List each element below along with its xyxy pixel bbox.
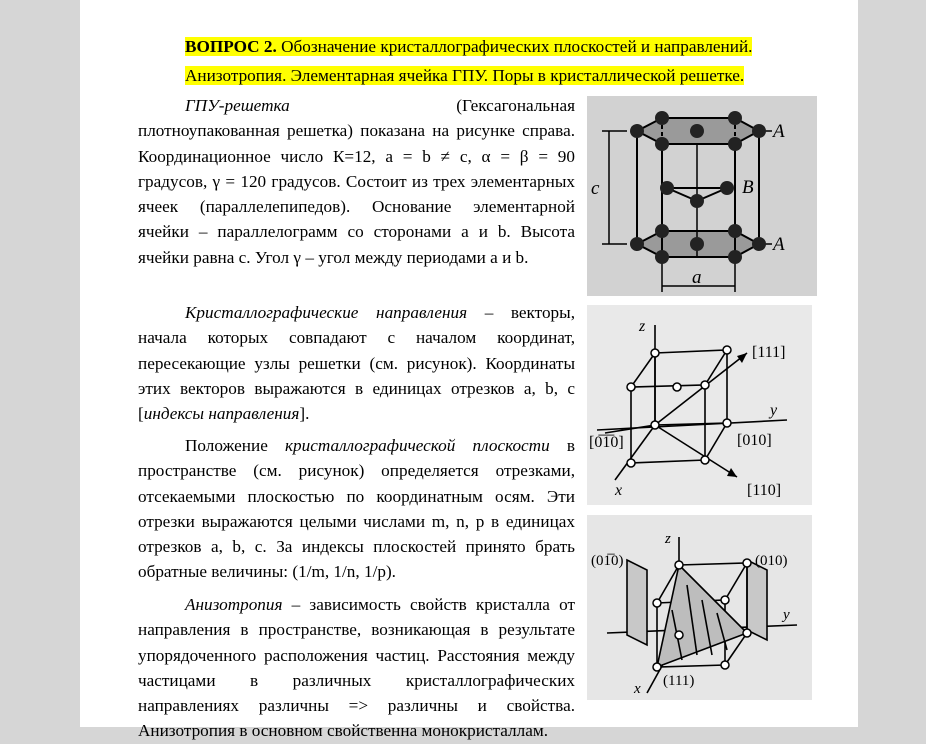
planes-axis-y: y [783,607,790,623]
directions-end: ]. [299,404,310,424]
hcp-cell-figure [587,96,817,296]
anisotropy-paragraph [138,592,575,744]
anisotropy-text: – зависимость свойств кристалла от направления в пространстве, возникающая в результате упорядоченного расположения частиц. Расстояния между частицами в различных кристаллографических направлениях различны => различны и свойства. Анизотропия в основном свойственна монокристаллам. [138,595,575,741]
plane-111-label: (111) [663,673,695,689]
hcp-label-a-bottom: A [773,234,785,255]
heading-number: ВОПРОС 2. [185,37,277,56]
heading-title: Обозначение кристаллографических плоскостей и направлений. Анизотропия. Элементарная ячейка ГПУ. Поры в кристаллической решетке. [185,37,753,85]
direction-010-label: [010] [737,432,772,449]
planes-axis-z: z [665,531,671,547]
planes-text: в пространстве (см. рисунок) определяется отрезками, отсекаемыми плоскостью по координатным осям. Эти отрезки выражаются целыми числами m, n, p в единицах отрезков a, b, c. За индексы плоскостей принято брать обратные величины: (1/m, 1/n, 1/p). [138,436,575,582]
direction-111-label: [111] [752,344,786,361]
planes-figure [587,515,812,700]
hcp-paragraph [138,93,575,270]
hcp-label-a-top: A [773,121,785,142]
planes-term: кристаллографической плоскости [285,436,550,455]
hcp-first-line-rest: (Гексагональная [456,96,575,115]
hcp-label-a: a [692,267,702,288]
direction-110-label: [110] [747,482,782,499]
directions-italic: индексы направления [143,404,300,424]
directions-axis-x: x [615,482,623,499]
directions-figure [587,305,812,505]
hcp-term: ГПУ-решетка [185,96,290,115]
planes-paragraph [138,433,575,585]
hcp-label-c: c [591,178,600,199]
question-heading [185,32,825,90]
planes-axis-x: x [634,681,641,697]
anisotropy-term: Анизотропия [185,595,283,614]
document-page [80,0,858,741]
plane-0m10-label: (01̅0) [591,553,624,569]
directions-paragraph [138,300,575,426]
directions-axis-y: y [770,402,778,419]
hcp-text: плотноупакованная решетка) показана на рисунке справа. Координационное число К=12, a = b ≠ c, α = β = 90 градусов, γ = 120 градусов. Состоит из трех элементарных ячеек (параллелепипедов). Основание элементарной ячейки – параллелограмм со сторонами a и b. Высота ячейки равна c. Угол γ – угол между периодами a и b. [138,121,575,267]
directions-axis-z: z [639,318,646,335]
planes-lead: Положение [185,436,286,455]
directions-term: Кристаллографические направления [185,303,468,322]
directions-figure-background [587,305,812,505]
directions-text: – векторы, начала которых совпадают с началом координат, пересекающие узлы решетки (см. рисунок). Координаты этих векторов выражаются в единицах отрезков a, b, c [ [138,303,575,424]
direction-0m10-label: [0̅1̅0] [589,434,624,451]
hcp-label-b: B [742,177,754,198]
plane-010-label: (010) [755,553,788,569]
